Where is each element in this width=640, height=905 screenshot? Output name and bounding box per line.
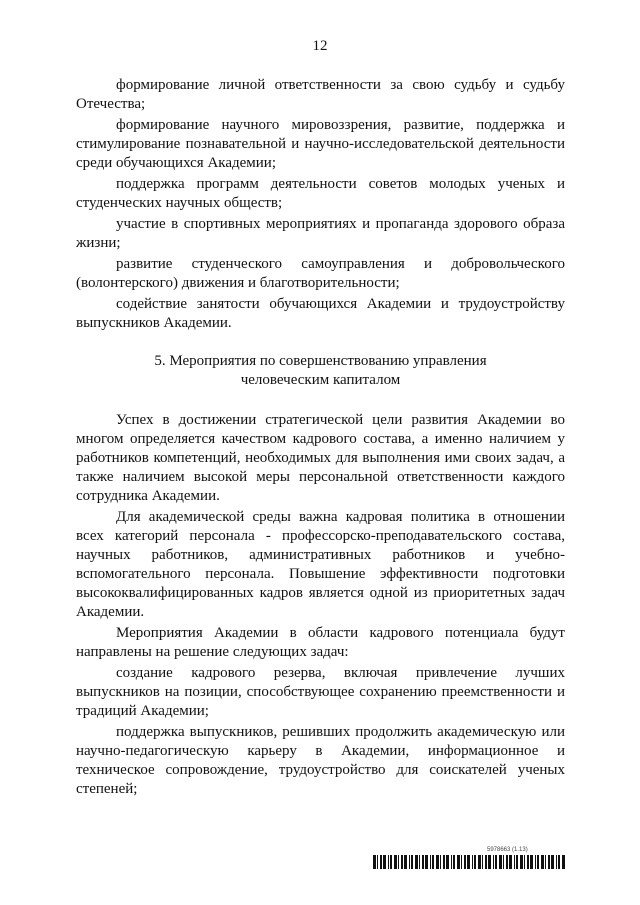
section-heading: [76, 352, 565, 390]
list-item: участие в спортивных мероприятиях и пропаганда здорового образа жизни;: [76, 216, 565, 251]
list-item: формирование личной ответственности за свою судьбу и судьбу Отечества;: [76, 77, 565, 112]
section-heading-line: человеческим капиталом: [240, 372, 401, 388]
body-paragraph: Мероприятия Академии в области кадрового потенциала будут направлены на решение следующих задач:: [76, 625, 565, 660]
list-item: формирование научного мировоззрения, развитие, поддержка и стимулирование познавательной и научно-исследовательской деятельности среди обучающихся Академии;: [76, 117, 565, 171]
body-paragraph: Успех в достижении стратегической цели развития Академии во многом определяется качеством кадрового состава, а именно наличием у работников компетенций, необходимых для выполнения ими своих задач, а также наличием высокой меры персональной ответственности каждого сотрудника Академии.: [76, 412, 565, 504]
list-item: создание кадрового резерва, включая привлечение лучших выпускников на позиции, способствующее сохранению преемственности и традиций Академии;: [76, 665, 565, 719]
section-heading-line: 5. Мероприятия по совершенствованию управления: [154, 353, 487, 369]
body-paragraph: Для академической среды важна кадровая политика в отношении всех категорий персонала - профессорско-преподавательского состава, научных работников, административных работников и учебно-вспомогательного персонала. Повышение эффективности подготовки высококвалифицированных кадров является одной из приоритетных задач Академии.: [76, 509, 565, 620]
list-item: развитие студенческого самоуправления и добровольческого (волонтерского) движения и благотворительности;: [76, 256, 565, 291]
page-number: 12: [312, 38, 328, 54]
list-item: поддержка выпускников, решивших продолжить академическую или научно-педагогическую карьеру в Академии, информационное и техническое сопровождение, трудоустройство для соискателей ученых степеней;: [76, 724, 565, 797]
document-body: [76, 76, 565, 801]
list-item: поддержка программ деятельности советов молодых ученых и студенческих научных обществ;: [76, 176, 565, 211]
barcode: [373, 855, 565, 869]
list-item: содействие занятости обучающихся Академии и трудоустройству выпускников Академии.: [76, 296, 565, 331]
document-code: 5978663 (1.13): [487, 847, 528, 853]
